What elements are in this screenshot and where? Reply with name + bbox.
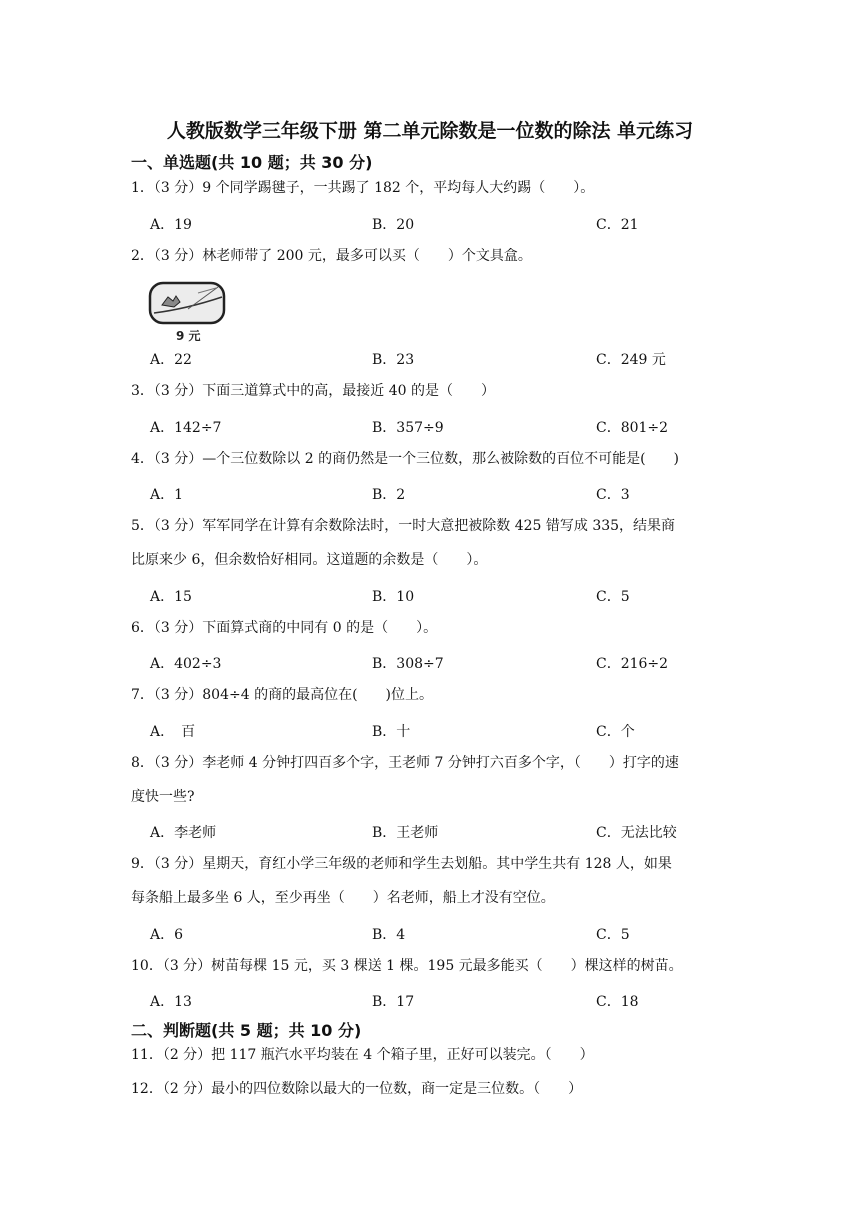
option-a: A．1 [150, 487, 184, 503]
option-b: B．23 [372, 352, 415, 368]
question-4: 4．（3 分）—个三位数除以 2 的商仍然是一个三位数，那么被除数的百位不可能是( ) [131, 451, 679, 467]
question-11: 11．（2 分）把 117 瓶汽水平均装在 4 个箱子里，正好可以装完。（ ） [131, 1047, 594, 1063]
option-a: A．19 [150, 217, 192, 233]
option-c: C．5 [596, 927, 630, 943]
question-12: 12．（2 分）最小的四位数除以最大的一位数，商一定是三位数。（ ） [131, 1081, 583, 1097]
option-c: C．216÷2 [596, 656, 669, 672]
section-heading-true-false: 二、判断题(共 5 题；共 10 分) [131, 1021, 362, 1040]
option-b: B．17 [372, 994, 415, 1010]
question-9-line-2: 每条船上最多坐 6 人，至少再坐（ ）名老师，船上才没有空位。 [131, 890, 555, 906]
option-c: C．21 [596, 217, 639, 233]
question-8-line-1: 8．（3 分）李老师 4 分钟打四百多个字，王老师 7 分钟打六百多个字，（ ）打字的速 [131, 755, 679, 771]
option-c: C．18 [596, 994, 639, 1010]
question-5-line-2: 比原来少 6，但余数恰好相同。这道题的余数是（ ）。 [131, 552, 488, 568]
page-title: 人教版数学三年级下册 第二单元除数是一位数的除法 单元练习 [166, 120, 694, 142]
option-b: B．十 [372, 724, 411, 740]
section-heading-choice: 一、单选题(共 10 题；共 30 分) [131, 153, 373, 172]
question-9-line-1: 9．（3 分）星期天，育红小学三年级的老师和学生去划船。其中学生共有 128 人，如果 [131, 856, 672, 872]
option-a: A．13 [150, 994, 192, 1010]
option-a: A．22 [150, 352, 192, 368]
option-b: B．4 [372, 927, 406, 943]
question-8-line-2: 度快一些? [131, 789, 195, 805]
option-a: A．6 [150, 927, 184, 943]
option-a: A．李老师 [150, 825, 217, 841]
question-2: 2．（3 分）林老师带了 200 元，最多可以买（ ）个文具盒。 [131, 248, 532, 264]
option-b: B．2 [372, 487, 406, 503]
option-c: C．5 [596, 589, 630, 605]
option-a: A．142÷7 [150, 420, 222, 436]
option-c: C．3 [596, 487, 630, 503]
pencil-case-image [148, 279, 228, 345]
option-a: A．402÷3 [150, 656, 222, 672]
option-c: C．个 [596, 724, 635, 740]
option-b: B．10 [372, 589, 415, 605]
question-3: 3．（3 分）下面三道算式中的高，最接近 40 的是（ ） [131, 383, 495, 399]
option-a: A． 百 [150, 724, 196, 740]
option-c: C．无法比较 [596, 825, 677, 841]
option-b: B．357÷9 [372, 420, 444, 436]
question-5-line-1: 5．（3 分）军军同学在计算有余数除法时，一时大意把被除数 425 错写成 335，结果商 [131, 518, 676, 534]
option-b: B．20 [372, 217, 415, 233]
option-a: A．15 [150, 589, 192, 605]
option-c: C．801÷2 [596, 420, 669, 436]
option-b: B．王老师 [372, 825, 439, 841]
question-7: 7．（3 分）804÷4 的商的最高位在( )位上。 [131, 687, 433, 703]
question-10: 10．（3 分）树苗每棵 15 元，买 3 棵送 1 棵。195 元最多能买（ ）棵这样的树苗。 [131, 958, 683, 974]
option-b: B．308÷7 [372, 656, 444, 672]
question-6: 6．（3 分）下面算式商的中同有 0 的是（ ）。 [131, 620, 438, 636]
question-1: 1．（3 分）9 个同学踢毽子，一共踢了 182 个，平均每人大约踢（ ）。 [131, 180, 595, 196]
option-c: C．249 元 [596, 352, 666, 368]
price-label: 9 元 [176, 329, 201, 343]
